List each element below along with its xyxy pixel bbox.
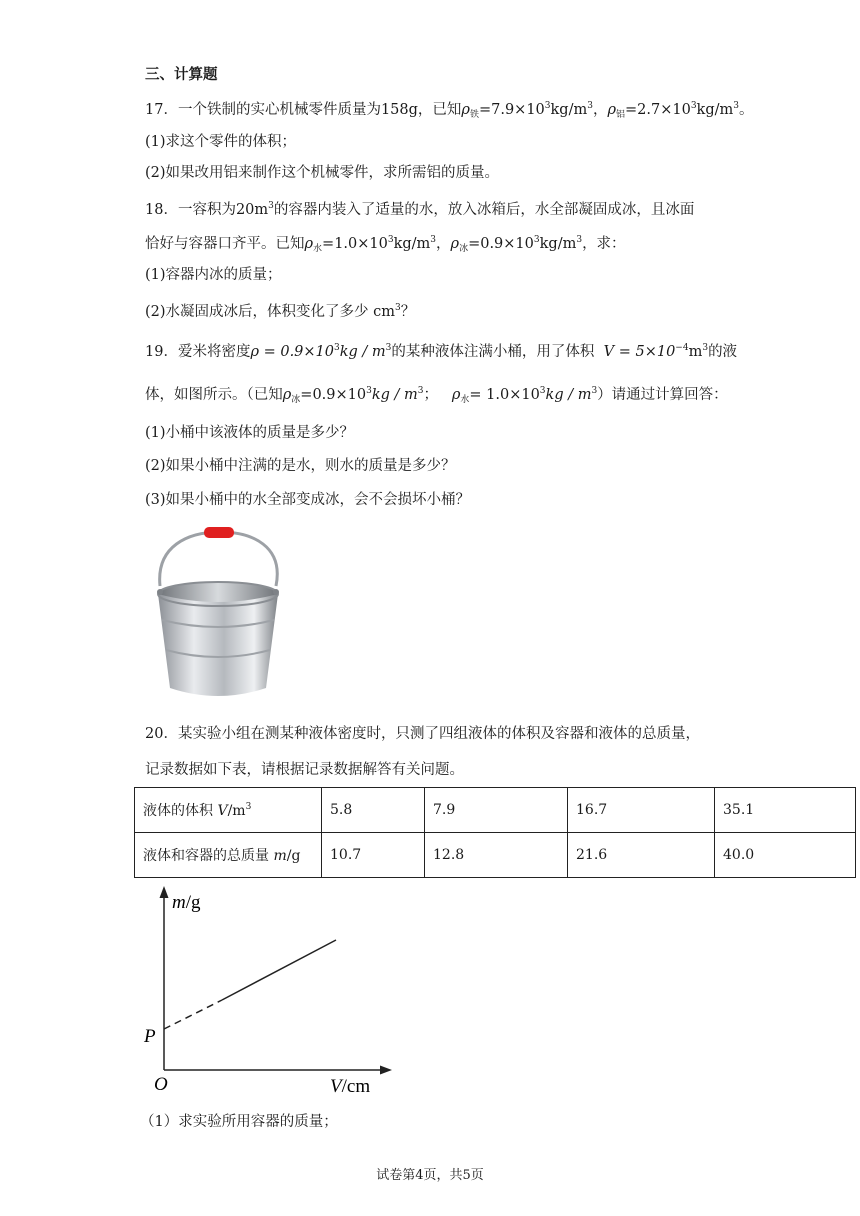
exp: 3 bbox=[539, 386, 546, 396]
q18-part2 bbox=[145, 298, 415, 322]
q18-tail: ，求： bbox=[582, 236, 626, 252]
exp: 3 bbox=[544, 101, 551, 111]
unit: kg/m bbox=[696, 102, 734, 118]
q17-text: 17．一个铁制的实心机械零件质量为158g，已知 bbox=[145, 102, 462, 118]
x-arrow-icon bbox=[380, 1066, 392, 1075]
row-var: V bbox=[217, 803, 228, 819]
q18-p2-end: ？ bbox=[400, 304, 416, 320]
handle-grip bbox=[204, 527, 234, 538]
q19-part2: (2)如果小桶中注满的是水，则水的质量是多少？ bbox=[145, 458, 456, 474]
table-cell: 7.9 bbox=[425, 788, 568, 833]
rho-ice-value: =0.9×10 bbox=[468, 236, 534, 252]
y-arrow-icon bbox=[160, 886, 169, 898]
table-row-header bbox=[135, 788, 322, 833]
unit: kg / m bbox=[371, 387, 418, 403]
x-var: V bbox=[330, 1076, 342, 1097]
q17-stem: 17．一个铁制的实心机械零件质量为158g，已知$\rho_铁=7.9\times 10^3kg/m^3$，$\rho_铝=2.7\times 10^3kg/m^3$。 bbox=[145, 101, 754, 120]
table-row bbox=[135, 833, 856, 878]
q19-text: ）请通过计算回答： bbox=[597, 387, 728, 403]
p-label: P bbox=[144, 1026, 156, 1047]
table-row-header bbox=[135, 833, 322, 878]
y-axis-label bbox=[172, 892, 201, 913]
exp: 3 bbox=[702, 343, 709, 353]
rho-al-value: =2.7×10 bbox=[625, 102, 691, 118]
bucket-image bbox=[148, 522, 288, 704]
row-var: m bbox=[273, 848, 287, 864]
exp: 3 bbox=[587, 101, 593, 111]
exp: 3 bbox=[733, 101, 739, 111]
q19-part1: (1)小桶中该液体的质量是多少？ bbox=[145, 425, 355, 441]
exp: 3 bbox=[690, 101, 697, 111]
q19-text: 的液 bbox=[708, 344, 738, 360]
exp: 3 bbox=[395, 303, 401, 313]
rho-iron-sub: 铁 bbox=[469, 110, 479, 120]
volume-formula: V = 5×10 bbox=[603, 344, 676, 360]
exp: 3 bbox=[385, 343, 392, 353]
row-label: 液体和容器的总质量 bbox=[143, 848, 274, 864]
table-row bbox=[135, 788, 856, 833]
exp: 3 bbox=[533, 235, 540, 245]
q19-part3: (3)如果小桶中的水全部变成冰，会不会损坏小桶？ bbox=[145, 492, 471, 508]
q18-line2: 恰好与容器口齐平。已知$\rho_水=1.0\times 10^3kg/m^3$，$\rho_冰=0.9\times 10^3kg/m^3$，求： bbox=[145, 235, 626, 254]
exp: 3 bbox=[334, 343, 340, 353]
rho-iron-value: =7.9×10 bbox=[478, 102, 545, 118]
separator: ； bbox=[423, 387, 438, 403]
exp: 3 bbox=[245, 802, 252, 812]
exp: 3 bbox=[366, 386, 372, 396]
section-title: 三、计算题 bbox=[145, 66, 218, 83]
q18-text: 恰好与容器口齐平。已知 bbox=[145, 236, 305, 252]
table-cell: 21.6 bbox=[568, 833, 715, 878]
q18-text: 18．一容积为20m bbox=[145, 202, 269, 218]
unit: kg/m bbox=[539, 236, 577, 252]
rho-water-value: =1.0×10 bbox=[322, 236, 388, 252]
x-axis-label bbox=[330, 1076, 370, 1097]
row-label: 液体的体积 bbox=[143, 803, 218, 819]
page-footer: 试卷第4页，共5页 bbox=[376, 1168, 484, 1183]
data-table bbox=[134, 787, 856, 878]
unit: kg/m bbox=[393, 236, 431, 252]
period: 。 bbox=[738, 102, 754, 118]
rho-ice-sub: 冰 bbox=[459, 244, 469, 254]
q20-line1: 20．某实验小组在测某种液体密度时，只测了四组液体的体积及容器和液体的总质量， bbox=[145, 726, 700, 742]
unit: kg / m bbox=[339, 344, 386, 360]
unit: kg / m bbox=[545, 387, 592, 403]
exp: 3 bbox=[430, 235, 437, 245]
q19-line2: 体，如图所示。（已知$\rho_冰=0.9\times 10^3kg / m^3$； $\rho_水= 1.0\times 10^3kg / m^3$）请通过计算回答： bbox=[145, 386, 728, 405]
table-cell: 40.0 bbox=[715, 833, 856, 878]
table-cell: 35.1 bbox=[715, 788, 856, 833]
table-cell: 16.7 bbox=[568, 788, 715, 833]
rho-ice-sub: 冰 bbox=[291, 395, 301, 405]
table-cell: 5.8 bbox=[322, 788, 425, 833]
extrapolated-dashed-line bbox=[164, 1000, 222, 1029]
q18-p2-text: (2)水凝固成冰后，体积变化了多少 cm bbox=[145, 304, 396, 320]
q17-part1: (1)求这个零件的体积； bbox=[145, 134, 297, 150]
table-cell: 12.8 bbox=[425, 833, 568, 878]
rho-ice-value: =0.9×10 bbox=[300, 387, 367, 403]
x-unit: /cm bbox=[341, 1076, 371, 1097]
q19-line1: 19．爱米将密度$\rho = 0.9\times 10^3kg / m^3$的某种液体注满小桶，用了体积 $V = 5\times 10^{-4}m^3$的液 bbox=[145, 343, 738, 360]
rho-al-sub: 铝 bbox=[615, 110, 625, 120]
row-unit: /g bbox=[286, 848, 301, 864]
q20-part1: （1）求实验所用容器的质量； bbox=[140, 1114, 338, 1130]
y-var: m bbox=[172, 892, 186, 913]
q20-line2: 记录数据如下表，请根据记录数据解答有关问题。 bbox=[145, 762, 464, 778]
q18-line1 bbox=[145, 196, 694, 220]
unit: kg/m bbox=[550, 102, 588, 118]
q19-text: 19．爱米将密度 bbox=[145, 344, 251, 360]
table-cell: 10.7 bbox=[322, 833, 425, 878]
data-line bbox=[222, 940, 336, 1000]
q18-text: 的容器内装入了适量的水，放入冰箱后，水全部凝固成冰，且冰面 bbox=[273, 202, 695, 218]
y-unit: /g bbox=[185, 892, 201, 913]
q19-text: 的某种液体注满小桶，用了体积 bbox=[391, 344, 595, 360]
q17-part2: (2)如果改用铝来制作这个机械零件，求所需铝的质量。 bbox=[145, 165, 500, 181]
q19-text: 体，如图所示。（已知 bbox=[145, 387, 283, 403]
exp: 3 bbox=[268, 201, 274, 211]
exp: 3 bbox=[417, 386, 424, 396]
rho-water-value: = 1.0×10 bbox=[469, 387, 540, 403]
rho-formula: ρ = 0.9×10 bbox=[250, 344, 335, 360]
mv-graph bbox=[140, 882, 400, 1097]
q18-part1: (1)容器内冰的质量； bbox=[145, 267, 282, 283]
exp: 3 bbox=[387, 235, 394, 245]
rho-water-sub: 水 bbox=[460, 395, 470, 405]
origin-label: O bbox=[154, 1074, 168, 1095]
exp: 3 bbox=[576, 235, 583, 245]
rho-water-sub: 水 bbox=[313, 244, 323, 254]
exp: −4 bbox=[675, 343, 689, 353]
row-unit: /m bbox=[227, 803, 246, 819]
exp: 3 bbox=[591, 386, 598, 396]
